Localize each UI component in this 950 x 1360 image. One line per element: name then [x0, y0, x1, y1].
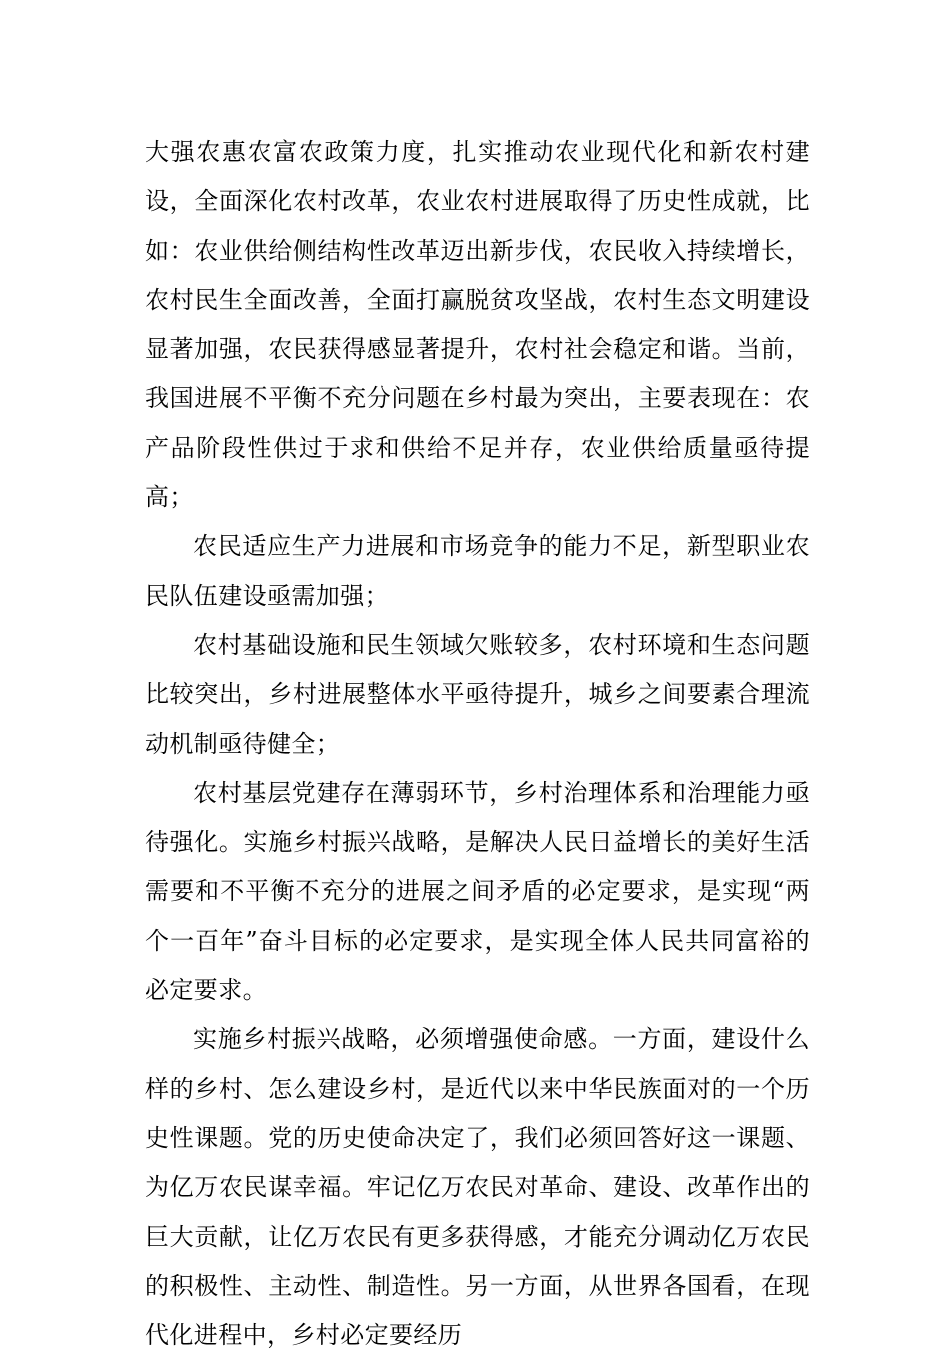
paragraph-1: 大强农惠农富农政策力度，扎实推动农业现代化和新农村建设，全面深化农村改革，农业农村进展取得了历史性成就，比如：农业供给侧结构性改革迈出新步伐，农民收入持续增长，农村民生全面改善，全面打赢脱贫攻坚战，农村生态文明建设显著加强，农民获得感显著提升，农村社会稳定和谐。当前，我国进展不平衡不充分问题在乡村最为突出，主要表现在：农产品阶段性供过于求和供给不足并存，农业供给质量亟待提高； — [145, 138, 810, 512]
document-body — [145, 128, 810, 1360]
paragraph-3: 农村基础设施和民生领域欠账较多，农村环境和生态问题比较突出，乡村进展整体水平亟待提升，城乡之间要素合理流动机制亟待健全； — [145, 630, 810, 758]
paragraph-5: 实施乡村振兴战略，必须增强使命感。一方面，建设什么样的乡村、怎么建设乡村，是近代以来中华民族面对的一个历史性课题。党的历史使命决定了，我们必须回答好这一课题、为亿万农民谋幸福。牢记亿万农民对革命、建设、改革作出的巨大贡献，让亿万农民有更多获得感，才能充分调动亿万农民的积极性、主动性、制造性。另一方面，从世界各国看，在现代化进程中，乡村必定要经历 — [145, 1025, 810, 1350]
paragraph-4: 农村基层党建存在薄弱环节，乡村治理体系和治理能力亟待强化。实施乡村振兴战略，是解决人民日益增长的美好生活需要和不平衡不充分的进展之间矛盾的必定要求，是实现“两个一百年”奋斗目标的必定要求，是实现全体人民共同富裕的必定要求。 — [145, 778, 810, 1005]
paragraph-2: 农民适应生产力进展和市场竞争的能力不足，新型职业农民队伍建设亟需加强； — [145, 532, 810, 610]
